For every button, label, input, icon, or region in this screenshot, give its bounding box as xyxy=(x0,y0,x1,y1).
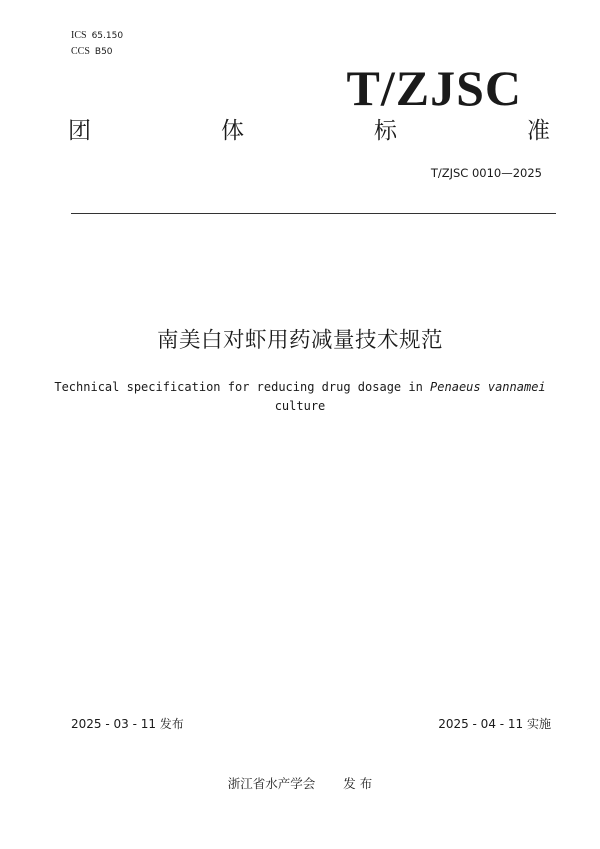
standard-type-char: 团 xyxy=(68,118,91,144)
standard-number: T/ZJSC 0010—2025 xyxy=(430,166,542,180)
title-en-species: Penaeus vannamei xyxy=(430,380,546,394)
ics-code xyxy=(71,30,123,42)
publisher-action: 发 布 xyxy=(343,776,373,791)
issue-date: 2025 - 03 - 11 发布 xyxy=(71,717,184,731)
title-en-prefix: Technical specification for reducing drug dosage in xyxy=(54,380,431,394)
ics-label: ICS xyxy=(71,30,87,41)
standard-type xyxy=(68,116,550,146)
publisher xyxy=(0,775,600,793)
ccs-code xyxy=(71,46,113,58)
header-divider xyxy=(71,213,556,214)
standard-type-char: 标 xyxy=(374,118,397,144)
ics-value: 65.150 xyxy=(91,31,124,41)
standard-logo: T/ZJSC xyxy=(346,60,522,116)
document-title-en xyxy=(50,378,550,416)
title-en-suffix: culture xyxy=(274,399,326,413)
standard-type-char: 准 xyxy=(527,118,550,144)
document-title-cn: 南美白对虾用药减量技术规范 xyxy=(156,328,443,353)
publisher-org: 浙江省水产学会 xyxy=(227,776,316,791)
ccs-label: CCS xyxy=(71,46,90,57)
implementation-date: 2025 - 04 - 11 实施 xyxy=(438,717,551,731)
standard-type-char: 体 xyxy=(221,118,244,144)
ccs-value: B50 xyxy=(94,47,113,57)
